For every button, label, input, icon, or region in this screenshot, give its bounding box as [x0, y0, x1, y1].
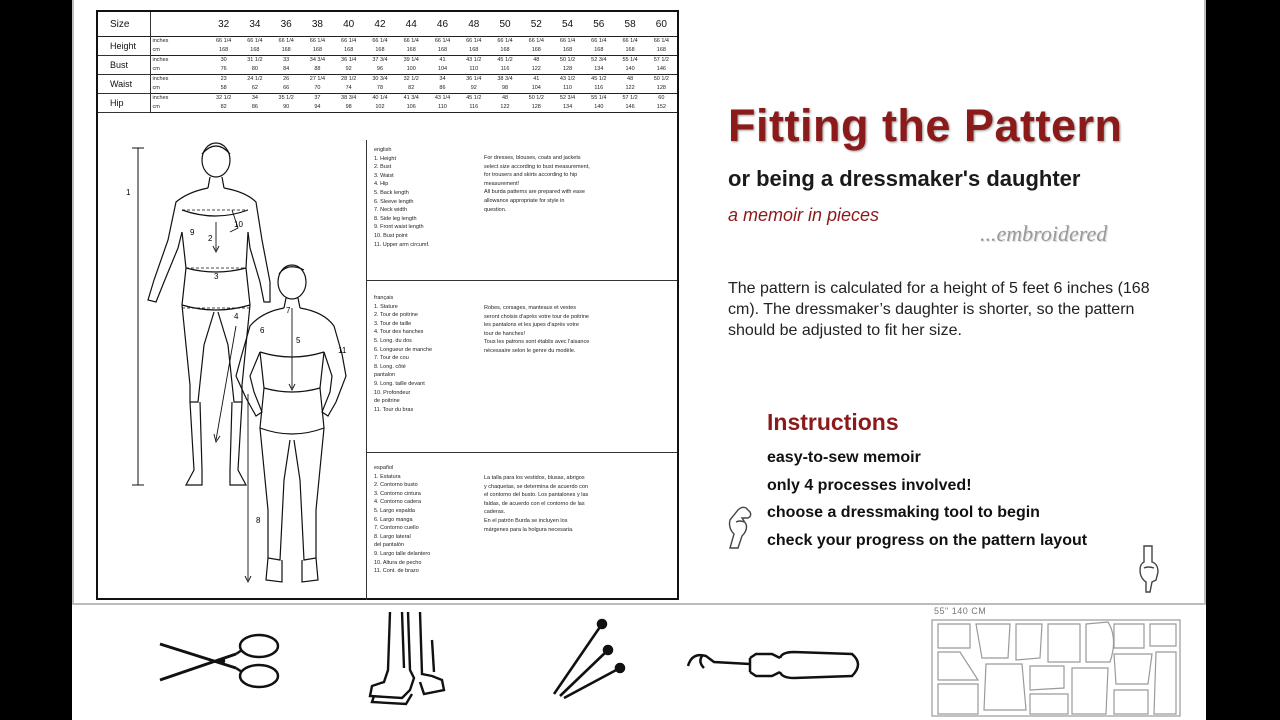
- size-value-cell: 50 1/2: [653, 76, 669, 82]
- size-table-row: [98, 37, 677, 47]
- size-value-cell: 98: [489, 84, 520, 94]
- figure-number: 1: [126, 188, 131, 197]
- size-value-cell: 41 3/4: [403, 95, 419, 101]
- size-value-cell: 52 3/4: [591, 57, 607, 63]
- figure-number: 10: [234, 220, 243, 229]
- size-header: 56: [583, 12, 614, 37]
- instructions-title: Instructions: [767, 409, 899, 435]
- legend-item: 8. Side leg length: [374, 215, 417, 222]
- legend-note-line: allowance appropriate for style in: [484, 197, 565, 204]
- size-header: 44: [396, 12, 427, 37]
- size-value-cell: 168: [521, 46, 552, 56]
- legend-item: 9. Long. taille devant: [374, 380, 425, 387]
- size-value-cell: 45 1/2: [466, 95, 482, 101]
- size-chart: [96, 10, 679, 600]
- size-value-cell: 28 1/2: [341, 76, 357, 82]
- size-header: 50: [489, 12, 520, 37]
- size-value-cell: 30: [220, 57, 227, 63]
- size-header: 58: [614, 12, 645, 37]
- size-value-cell: 82: [208, 103, 239, 113]
- legend-heading: français: [374, 295, 394, 301]
- legend-divider: [366, 280, 677, 281]
- size-value-cell: 66 1/4: [653, 38, 669, 44]
- size-value-cell: 66 1/4: [466, 38, 482, 44]
- legend-item: del pantalón: [374, 542, 404, 549]
- size-header: 32: [208, 12, 239, 37]
- legend-item: 10. Bust point: [374, 232, 408, 239]
- legend-item: 10. Altura de pecho: [374, 559, 422, 566]
- size-value-cell: 43 1/4: [434, 95, 451, 101]
- size-value-cell: 38 3/4: [341, 95, 357, 101]
- legend-note-line: tour de hanches!: [484, 330, 525, 337]
- legend-note-line: All burda patterns are prepared with ease: [484, 189, 585, 196]
- legend-item: 7. Neck width: [374, 207, 408, 214]
- size-value-cell: 146: [614, 103, 645, 113]
- size-value-cell: 62: [239, 84, 270, 94]
- legend-note-line: Robes, corsages, manteaux et vestes: [484, 305, 577, 311]
- size-value-cell: 146: [646, 65, 677, 75]
- size-value-cell: 134: [583, 65, 614, 75]
- size-value-cell: 38 3/4: [497, 76, 513, 82]
- size-value-cell: 98: [333, 103, 364, 113]
- size-value-cell: 116: [489, 65, 520, 75]
- size-value-cell: 116: [458, 103, 489, 113]
- size-value-cell: 74: [333, 84, 364, 94]
- size-value-cell: 168: [364, 46, 395, 56]
- size-value-cell: 122: [521, 65, 552, 75]
- size-table-row: [98, 94, 677, 104]
- size-value-cell: 34 3/4: [309, 57, 326, 63]
- size-value-cell: 39 1/4: [403, 57, 419, 63]
- size-value-cell: 66 1/4: [497, 38, 513, 44]
- pointing-hand-icon[interactable]: [1134, 544, 1162, 594]
- legend-item: 3. Contorno cintura: [374, 490, 421, 497]
- size-value-cell: 116: [583, 84, 614, 94]
- size-value-cell: 100: [396, 65, 427, 75]
- size-value-cell: 34: [251, 95, 258, 101]
- size-value-cell: 45 1/2: [497, 57, 513, 63]
- legend-note-line: La talla para los vestidos, blusas, abrigos: [484, 475, 585, 481]
- size-value-cell: 94: [302, 103, 333, 113]
- unit-cell: inches: [152, 57, 169, 63]
- size-value-cell: 66 1/4: [247, 38, 263, 44]
- size-value-cell: 80: [239, 65, 270, 75]
- size-value-cell: 40 1/4: [372, 95, 388, 101]
- size-value-cell: 34: [439, 76, 446, 82]
- size-value-cell: 168: [271, 46, 302, 56]
- size-value-cell: 50 1/2: [528, 95, 544, 101]
- size-value-cell: 168: [239, 46, 270, 56]
- measurement-figures: [98, 140, 367, 600]
- size-value-cell: 168: [333, 46, 364, 56]
- figure-number: 5: [296, 336, 301, 345]
- size-value-cell: 168: [489, 46, 520, 56]
- stage: [72, 0, 1206, 720]
- figure-number: 8: [256, 516, 261, 525]
- size-value-cell: 32 1/2: [215, 95, 232, 101]
- size-value-cell: 66 1/4: [403, 38, 419, 44]
- legend-item: 6. Largo manga: [374, 516, 413, 523]
- size-value-cell: 140: [583, 103, 614, 113]
- size-value-cell: 76: [208, 65, 239, 75]
- legend-item: 4. Tour des hanches: [374, 329, 424, 336]
- size-value-cell: 110: [458, 65, 489, 75]
- size-table-row: [98, 103, 677, 113]
- size-value-cell: 134: [552, 103, 583, 113]
- unit-cell: inches: [152, 95, 169, 101]
- size-value-cell: 86: [427, 84, 458, 94]
- size-value-cell: 55 1/4: [622, 57, 638, 63]
- legend-items: [374, 155, 484, 250]
- size-header: 46: [427, 12, 458, 37]
- measure-label: Hip: [98, 94, 150, 113]
- size-value-cell: 27 1/4: [309, 76, 326, 82]
- size-value-cell: 66 1/4: [622, 38, 638, 44]
- description: The pattern is calculated for a height of 5 feet 6 inches (168 cm). The dressmaker’s daughter is shorter, so the pattern should be adjusted to fit her size.: [728, 280, 1150, 339]
- legend-item: 4. Hip: [374, 181, 389, 188]
- legend-item: 8. Largo lateral: [374, 533, 411, 540]
- legend-note-line: el contorno del busto. Los pantalones y las: [484, 492, 589, 499]
- size-label: Size: [98, 12, 150, 37]
- legend-item: 6. Longueur de manche: [374, 346, 433, 353]
- size-value-cell: 70: [302, 84, 333, 94]
- size-value-cell: 78: [364, 84, 395, 94]
- legend-note-line: measurement!: [484, 180, 520, 187]
- size-value-cell: 36 1/4: [341, 57, 357, 63]
- size-value-cell: 41: [533, 76, 540, 82]
- size-value-cell: 128: [552, 65, 583, 75]
- instruction-item: check your progress on the pattern layout: [767, 532, 1088, 549]
- size-value-cell: 48: [627, 76, 634, 82]
- size-header: 36: [271, 12, 302, 37]
- legend-item: de poitrine: [374, 398, 400, 405]
- legend-note-line: En el patrón Burda se incluyen los: [484, 517, 568, 524]
- size-value-cell: 36 1/4: [466, 76, 482, 82]
- figure-number: 3: [214, 272, 219, 281]
- legend-note-line: For dresses, blouses, coats and jackets: [484, 155, 581, 161]
- size-value-cell: 168: [646, 46, 677, 56]
- size-value-cell: 168: [552, 46, 583, 56]
- size-value-cell: 23: [220, 76, 227, 82]
- legend-items: [374, 303, 484, 415]
- size-header: 52: [521, 12, 552, 37]
- size-value-cell: 66 1/4: [372, 38, 388, 44]
- legend-heading: español: [374, 465, 394, 471]
- legend-note-line: faldas, de acuerdo con el contorno de las: [484, 500, 585, 507]
- size-value-cell: 168: [427, 46, 458, 56]
- size-value-cell: 122: [614, 84, 645, 94]
- unit-cell: cm: [150, 65, 208, 75]
- figure-number: 11: [338, 346, 347, 355]
- size-value-cell: 88: [302, 65, 333, 75]
- legend-item: 3. Waist: [374, 172, 394, 179]
- size-value-cell: 26: [283, 76, 290, 82]
- legend-note-line: seront choisis d'après votre tour de poitrine: [484, 313, 589, 320]
- figure-number: 2: [208, 234, 213, 243]
- legend-note-line: select size according to bust measurement,: [484, 163, 590, 170]
- legend-item: pantalon: [374, 372, 396, 379]
- legend-note-line: for trousers and skirts according to hip: [484, 172, 578, 179]
- size-value-cell: 128: [646, 84, 677, 94]
- size-value-cell: 104: [427, 65, 458, 75]
- size-value-cell: 168: [208, 46, 239, 56]
- size-value-cell: 66 1/4: [309, 38, 326, 44]
- unit-cell: inches: [152, 76, 169, 82]
- size-value-cell: 86: [239, 103, 270, 113]
- scissors-icon[interactable]: [158, 630, 286, 690]
- size-value-cell: 84: [271, 65, 302, 75]
- legend-note-line: Tous les patrons sont établis avec l'aisance: [484, 339, 590, 346]
- size-value-cell: 31 1/2: [247, 57, 263, 63]
- size-value-cell: 52 3/4: [559, 95, 576, 101]
- size-value-cell: 140: [614, 65, 645, 75]
- size-header: 40: [333, 12, 364, 37]
- size-value-cell: 48: [533, 57, 540, 63]
- legend-heading: english: [374, 147, 392, 153]
- legend-notes: [484, 474, 674, 534]
- legend-note-line: question.: [484, 206, 507, 213]
- size-table-row: [98, 65, 677, 75]
- unit-cell: cm: [150, 46, 208, 56]
- size-header: 54: [552, 12, 583, 37]
- legend-item: 11. Cont. de brazo: [374, 568, 419, 575]
- memoir-tagline: a memoir in pieces: [728, 205, 880, 225]
- size-value-cell: 92: [333, 65, 364, 75]
- size-value-cell: 168: [583, 46, 614, 56]
- embroidered-tagline: ...embroidered: [980, 221, 1108, 246]
- size-header: 42: [364, 12, 395, 37]
- size-value-cell: 50 1/2: [559, 57, 576, 63]
- unit-cell: inches: [152, 38, 169, 44]
- size-value-cell: 96: [364, 65, 395, 75]
- size-value-cell: 152: [646, 103, 677, 113]
- size-value-cell: 66 1/4: [215, 38, 232, 44]
- size-value-cell: 66 1/4: [278, 38, 294, 44]
- legend-note-line: nécessaire selon le genre du modèle.: [484, 347, 576, 354]
- legend-notes: [484, 304, 674, 356]
- figure-number: 7: [286, 306, 291, 315]
- page-title: Fitting the Pattern: [728, 100, 1123, 151]
- measure-label: Waist: [98, 75, 150, 94]
- size-value-cell: 35 1/2: [278, 95, 294, 101]
- size-value-cell: 43 1/2: [466, 57, 482, 63]
- legend-item: 9. Front waist length: [374, 224, 424, 231]
- legend-item: 5. Back length: [374, 189, 409, 196]
- size-header: 60: [646, 12, 677, 37]
- legend-item: 1. Stature: [374, 303, 398, 310]
- sewing-machine-foot-icon[interactable]: [364, 610, 454, 706]
- body-figures-drawing: [98, 140, 366, 600]
- size-value-cell: 57 1/2: [622, 95, 638, 101]
- size-value-cell: 90: [271, 103, 302, 113]
- measure-label: Bust: [98, 56, 150, 75]
- figure-number: 6: [260, 326, 265, 335]
- size-value-cell: 66 1/4: [434, 38, 451, 44]
- instruction-item: only 4 processes involved!: [767, 477, 972, 494]
- instruction-item: easy-to-sew memoir: [767, 449, 921, 466]
- legend-item: 8. Long. côté: [374, 363, 406, 370]
- size-value-cell: 66: [271, 84, 302, 94]
- legend-item: 7. Contorno cuello: [374, 525, 419, 532]
- pattern-layout-label: 55" 140 CM: [934, 606, 987, 616]
- size-value-cell: 66 1/4: [591, 38, 607, 44]
- size-value-cell: 66 1/4: [559, 38, 576, 44]
- legend-item: 2. Tour de poitrine: [374, 312, 418, 319]
- size-header: 34: [239, 12, 270, 37]
- size-value-cell: 168: [396, 46, 427, 56]
- size-value-cell: 66 1/4: [341, 38, 357, 44]
- legend-item: 2. Bust: [374, 164, 392, 171]
- unit-cell: cm: [150, 103, 208, 113]
- unit-cell: [150, 12, 208, 37]
- size-table-row: [98, 56, 677, 66]
- legend-item: 3. Tour de taille: [374, 320, 412, 327]
- legend-item: 5. Largo espalda: [374, 507, 415, 514]
- legend-note-line: márgenes para la holgura necesaria.: [484, 526, 574, 533]
- figure-number: 4: [234, 312, 239, 321]
- size-table-row: [98, 84, 677, 94]
- page-subtitle: or being a dressmaker's daughter: [728, 166, 1081, 191]
- size-value-cell: 32 1/2: [403, 76, 419, 82]
- size-header: 48: [458, 12, 489, 37]
- size-value-cell: 43 1/2: [559, 76, 576, 82]
- size-value-cell: 58: [208, 84, 239, 94]
- size-value-cell: 104: [521, 84, 552, 94]
- size-value-cell: 122: [489, 103, 520, 113]
- legend-item: 11. Upper arm circumf.: [374, 241, 430, 248]
- legend-item: 1. Height: [374, 155, 397, 162]
- legend-note-line: caderas.: [484, 509, 506, 516]
- pins-icon[interactable]: [550, 616, 630, 700]
- legend-item: 1. Estatura: [374, 473, 401, 480]
- size-value-cell: 110: [552, 84, 583, 94]
- legend-items: [374, 473, 484, 576]
- legend-item: 11. Tour du bras: [374, 406, 414, 413]
- legend-item: 7. Tour de cou: [374, 355, 409, 362]
- size-value-cell: 37: [314, 95, 321, 101]
- legend-item: 10. Profondeur: [374, 389, 411, 396]
- size-value-cell: 92: [458, 84, 489, 94]
- size-value-cell: 41: [439, 57, 446, 63]
- measure-label: Height: [98, 37, 150, 56]
- size-value-cell: 168: [302, 46, 333, 56]
- legend-item: 4. Contorno cadera: [374, 499, 422, 506]
- legend-item: 9. Largo talle delantero: [374, 550, 431, 557]
- size-value-cell: 45 1/2: [591, 76, 607, 82]
- legend-item: 5. Long. du dos: [374, 337, 412, 344]
- size-value-cell: 30 3/4: [372, 76, 388, 82]
- figure-number: 9: [190, 228, 195, 237]
- size-value-cell: 55 1/4: [591, 95, 607, 101]
- size-header: 38: [302, 12, 333, 37]
- legend-notes: [484, 154, 674, 214]
- size-value-cell: 168: [614, 46, 645, 56]
- size-value-cell: 128: [521, 103, 552, 113]
- unit-cell: cm: [150, 84, 208, 94]
- size-header-row: [98, 12, 677, 37]
- size-value-cell: 37 3/4: [372, 57, 388, 63]
- size-value-cell: 66 1/4: [528, 38, 544, 44]
- size-value-cell: 102: [364, 103, 395, 113]
- size-value-cell: 48: [501, 95, 509, 101]
- legend-divider: [366, 452, 677, 453]
- size-value-cell: 168: [458, 46, 489, 56]
- instruction-item: choose a dressmaking tool to begin: [767, 504, 1040, 521]
- pointing-hand-icon: [724, 504, 754, 550]
- size-value-cell: 57 1/2: [653, 57, 669, 63]
- size-value-cell: 60: [658, 95, 665, 101]
- size-value-cell: 110: [427, 103, 458, 113]
- size-value-cell: 106: [396, 103, 427, 113]
- size-table: [98, 12, 677, 113]
- legend-item: 6. Sleeve length: [374, 198, 414, 205]
- size-value-cell: 82: [396, 84, 427, 94]
- size-value-cell: 33: [283, 57, 290, 63]
- size-value-cell: 24 1/2: [247, 76, 263, 82]
- seam-ripper-icon[interactable]: [684, 644, 866, 684]
- legend-note-line: les pantalons et les jupes d'après votre: [484, 322, 579, 329]
- legend-note-line: y chaquetas, se determina de acuerdo con: [484, 483, 588, 490]
- pattern-layout[interactable]: [930, 618, 1182, 718]
- size-table-row: [98, 75, 677, 85]
- legend-item: 2. Contorno busto: [374, 482, 418, 489]
- size-table-row: [98, 46, 677, 56]
